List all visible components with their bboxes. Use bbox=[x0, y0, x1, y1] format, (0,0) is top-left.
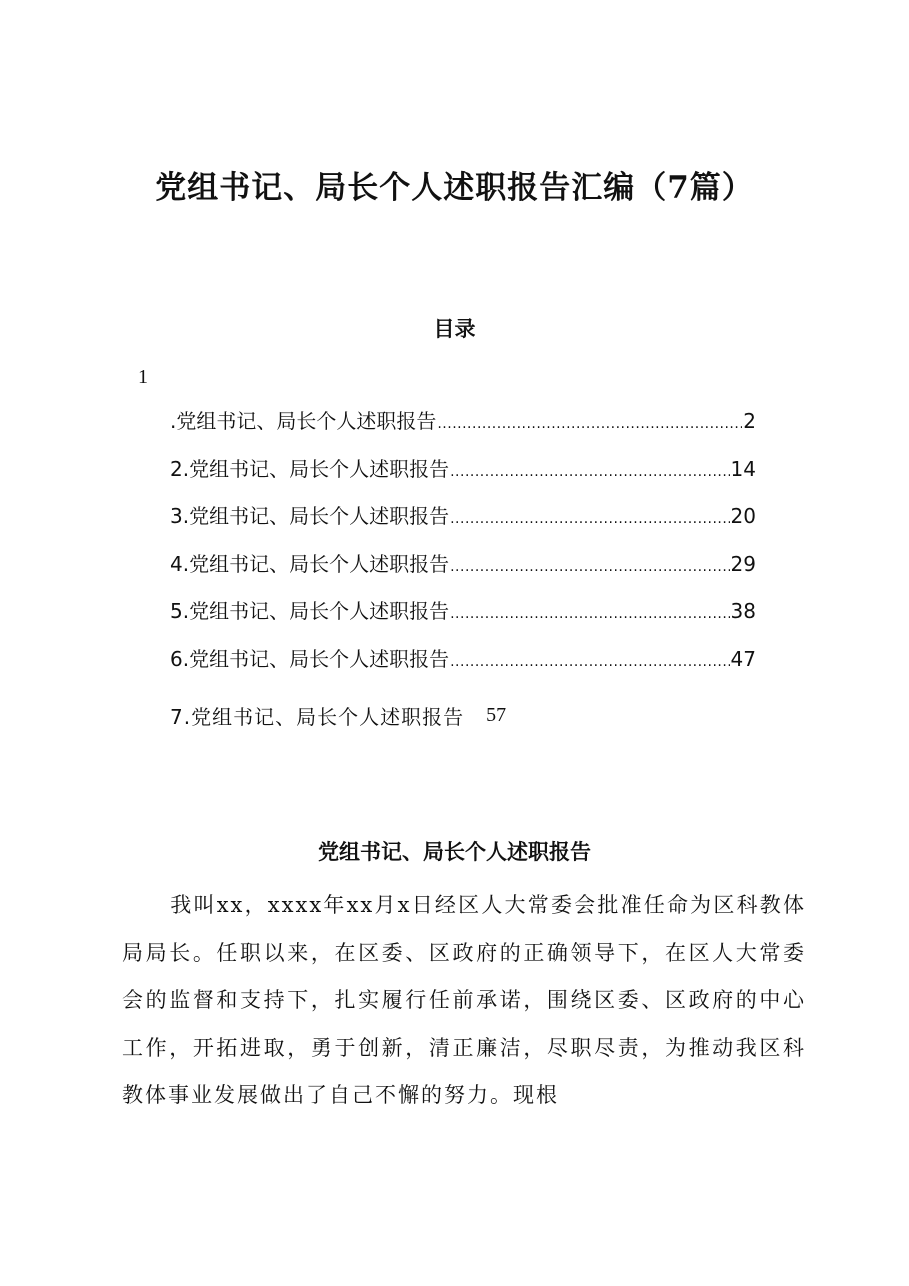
toc-dot-leader bbox=[450, 606, 729, 622]
toc-entry-title: .党组书记、局长个人述职报告 bbox=[170, 409, 437, 433]
toc-page-number: 47 bbox=[730, 646, 756, 671]
toc-entry-title: 4.党组书记、局长个人述职报告 bbox=[170, 551, 450, 576]
toc-entry-4[interactable] bbox=[170, 548, 756, 596]
toc-entry-title: 7.党组书记、局长个人述职报告 bbox=[170, 704, 465, 729]
toc-dot-leader bbox=[450, 654, 729, 670]
body-paragraph: 我叫xx，xxxx年xx月x日经区人大常委会批准任命为区科教体局局长。任职以来，在区委、区政府的正确领导下，在区人大常委会的监督和支持下，扎实履行任前承诺，围绕区委、区政府的中心工作，开拓进取，勇于创新，清正廉洁，尽职尽责，为推动我区科教体事业发展做出了自己不懈的努力。现根 bbox=[122, 893, 806, 1107]
toc-entry-title: 2.党组书记、局长个人述职报告 bbox=[170, 456, 450, 481]
toc-entry-7[interactable] bbox=[170, 690, 756, 740]
toc-dot-leader bbox=[437, 416, 742, 432]
toc-page-number: 29 bbox=[730, 551, 756, 576]
toc-dot-leader bbox=[450, 511, 729, 527]
section-title: 党组书记、局长个人述职报告 bbox=[318, 839, 591, 864]
toc-page-number: 38 bbox=[730, 599, 756, 623]
toc-entry-title: 6.党组书记、局长个人述职报告 bbox=[170, 646, 450, 671]
toc-entry-2[interactable] bbox=[170, 453, 756, 501]
toc-entry-5[interactable] bbox=[170, 595, 756, 643]
toc-heading: 目录 bbox=[433, 316, 476, 341]
toc-entry-title: 3.党组书记、局长个人述职报告 bbox=[170, 504, 450, 528]
toc-dot-leader bbox=[450, 464, 729, 480]
toc-page-number: 2 bbox=[743, 409, 756, 433]
toc-entry-6[interactable] bbox=[170, 643, 756, 691]
toc-page-number: 57 bbox=[486, 703, 507, 726]
toc-entry-3[interactable] bbox=[170, 500, 756, 548]
toc-entry-title: 5.党组书记、局长个人述职报告 bbox=[170, 599, 450, 623]
toc-dot-leader bbox=[450, 559, 729, 575]
toc-stray-number: 1 bbox=[138, 366, 148, 388]
document-title: 党组书记、局长个人述职报告汇编（7篇） bbox=[155, 170, 754, 206]
toc-entry-1[interactable] bbox=[170, 405, 756, 453]
table-of-contents bbox=[170, 405, 756, 740]
toc-page-number: 14 bbox=[730, 456, 756, 481]
toc-page-number: 20 bbox=[730, 504, 756, 528]
